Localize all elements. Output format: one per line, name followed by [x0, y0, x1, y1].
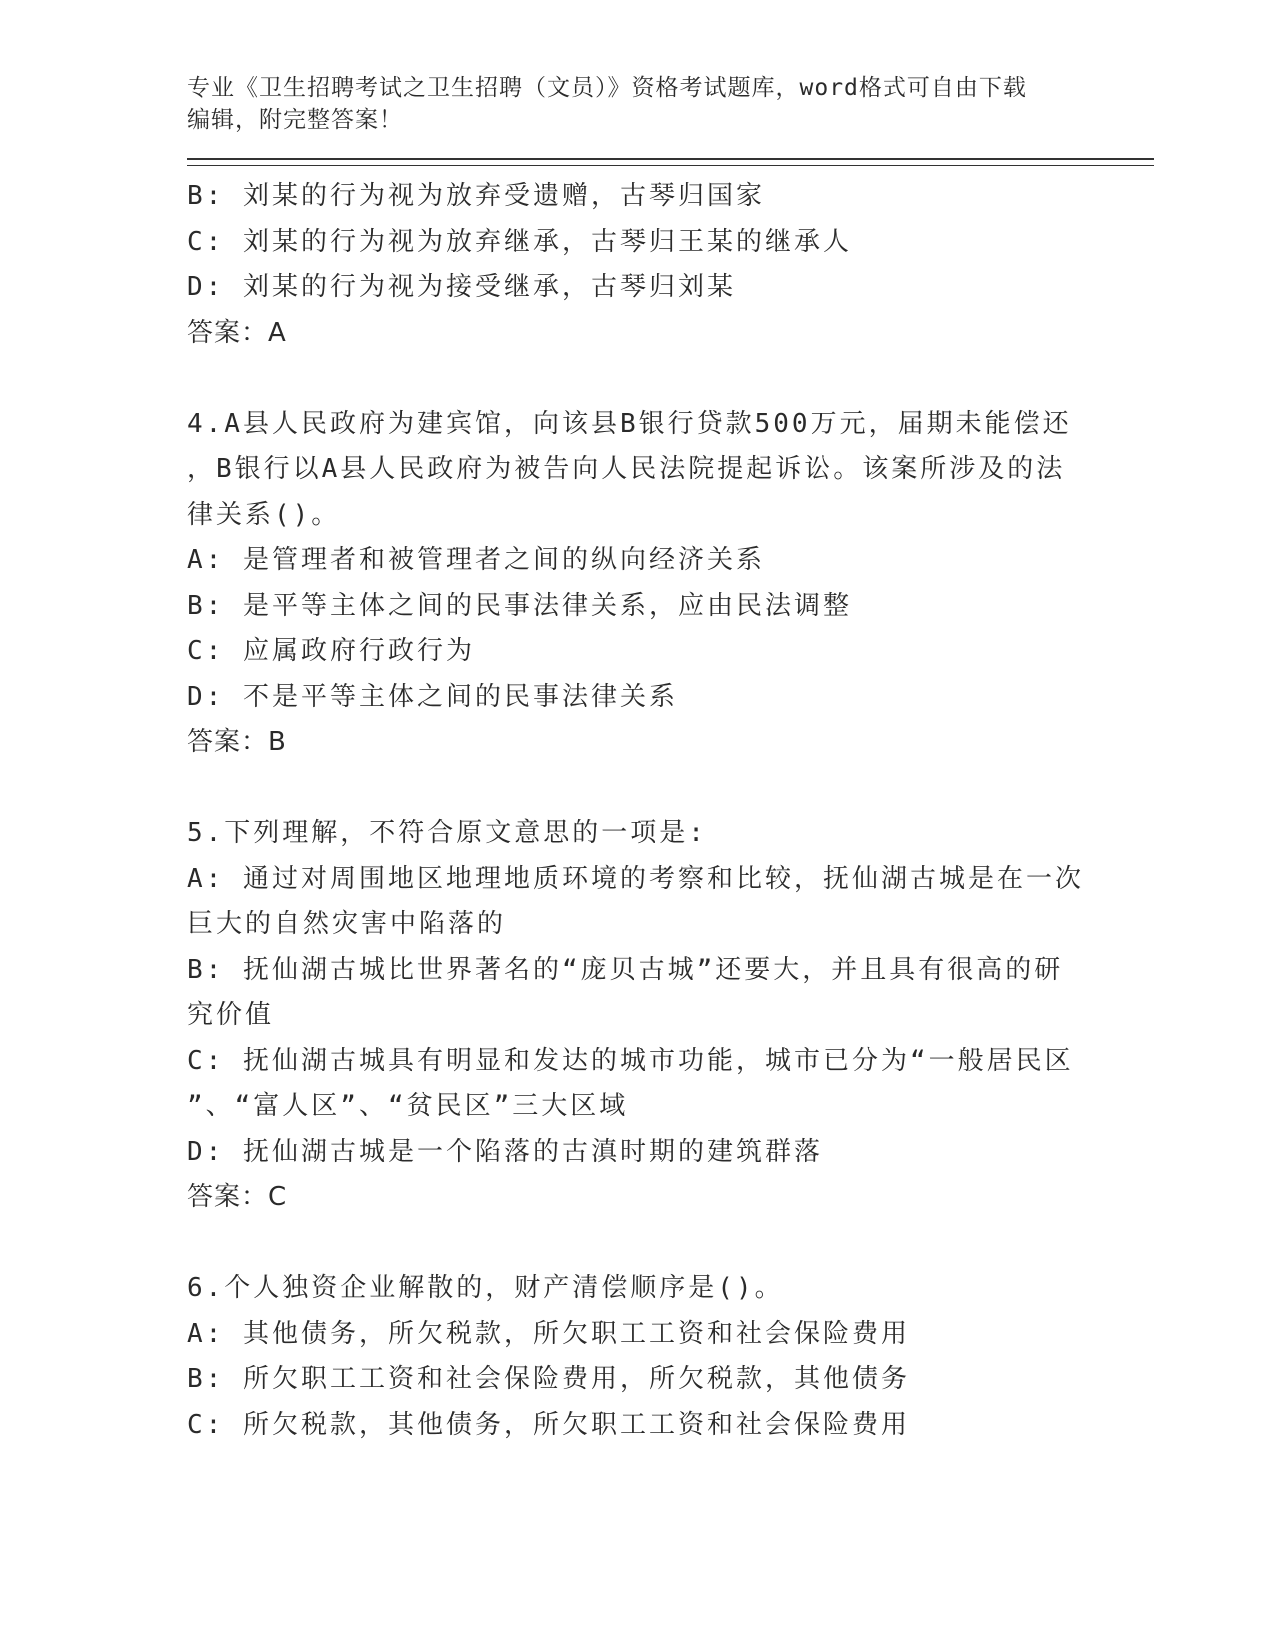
- question-stem: 5.下列理解，不符合原文意思的一项是:: [187, 818, 707, 848]
- option-c: C: 抚仙湖古城具有明显和发达的城市功能，城市已分为“一般居民区: [187, 1045, 1074, 1076]
- spacer: [187, 766, 1087, 812]
- option-a: A: 是管理者和被管理者之间的纵向经济关系: [187, 545, 765, 575]
- question-list: [187, 174, 1087, 1448]
- answer-line: 答案：C: [187, 1182, 288, 1212]
- option-d: D: 抚仙湖古城是一个陷落的古滇时期的建筑群落: [187, 1136, 823, 1167]
- option-c: C: 所欠税款，其他债务，所欠职工工资和社会保险费用: [187, 1409, 910, 1440]
- option-d: D: 不是平等主体之间的民事法律关系: [187, 681, 678, 712]
- spacer: [187, 1221, 1087, 1267]
- option-b: B: 是平等主体之间的民事法律关系，应由民法调整: [187, 590, 852, 621]
- option-b: B: 所欠职工工资和社会保险费用，所欠税款，其他债务: [187, 1364, 910, 1394]
- option-d: D: 刘某的行为视为接受继承，古琴归刘某: [187, 272, 736, 302]
- answer-line: 答案：A: [187, 317, 287, 348]
- question-stem: 4.A县人民政府为建宾馆，向该县B银行贷款500万元，届期未能偿还: [187, 408, 1072, 439]
- header-divider: [187, 158, 1154, 166]
- document-page: [187, 72, 1187, 1448]
- answer-line: 答案：B: [187, 727, 287, 757]
- option-a: A: 通过对周围地区地理地质环境的考察和比较，抚仙湖古城是在一次: [187, 863, 1084, 894]
- question-stem: 6.个人独资企业解散的，财产清偿顺序是()。: [187, 1273, 784, 1303]
- option-b: B: 抚仙湖古城比世界著名的“庞贝古城”还要大，并且具有很高的研: [187, 954, 1064, 985]
- option-c-continued: ”、“富人区”、“贫民区”三大区域: [187, 1091, 629, 1121]
- option-c: C: 刘某的行为视为放弃继承，古琴归王某的继承人: [187, 226, 852, 257]
- option-c: C: 应属政府行政行为: [187, 636, 475, 666]
- header-line-2: 编辑，附完整答案！: [187, 107, 403, 133]
- spacer: [187, 356, 1087, 402]
- document-header: [187, 72, 1067, 136]
- question-stem: ，B银行以A县人民政府为被告向人民法院提起诉讼。该案所涉及的法: [187, 454, 1066, 484]
- question-3: [187, 174, 1087, 356]
- question-6: [187, 1266, 1087, 1448]
- option-a: A: 其他债务，所欠税款，所欠职工工资和社会保险费用: [187, 1318, 910, 1349]
- question-4: [187, 402, 1087, 766]
- option-b-continued: 究价值: [187, 1000, 275, 1030]
- question-5: [187, 811, 1087, 1221]
- option-b: B: 刘某的行为视为放弃受遗赠，古琴归国家: [187, 181, 765, 211]
- option-a-continued: 巨大的自然灾害中陷落的: [187, 909, 507, 939]
- header-line-1: 专业《卫生招聘考试之卫生招聘（文员）》资格考试题库，word格式可自由下载: [187, 75, 1027, 101]
- question-stem: 律关系()。: [187, 499, 341, 530]
